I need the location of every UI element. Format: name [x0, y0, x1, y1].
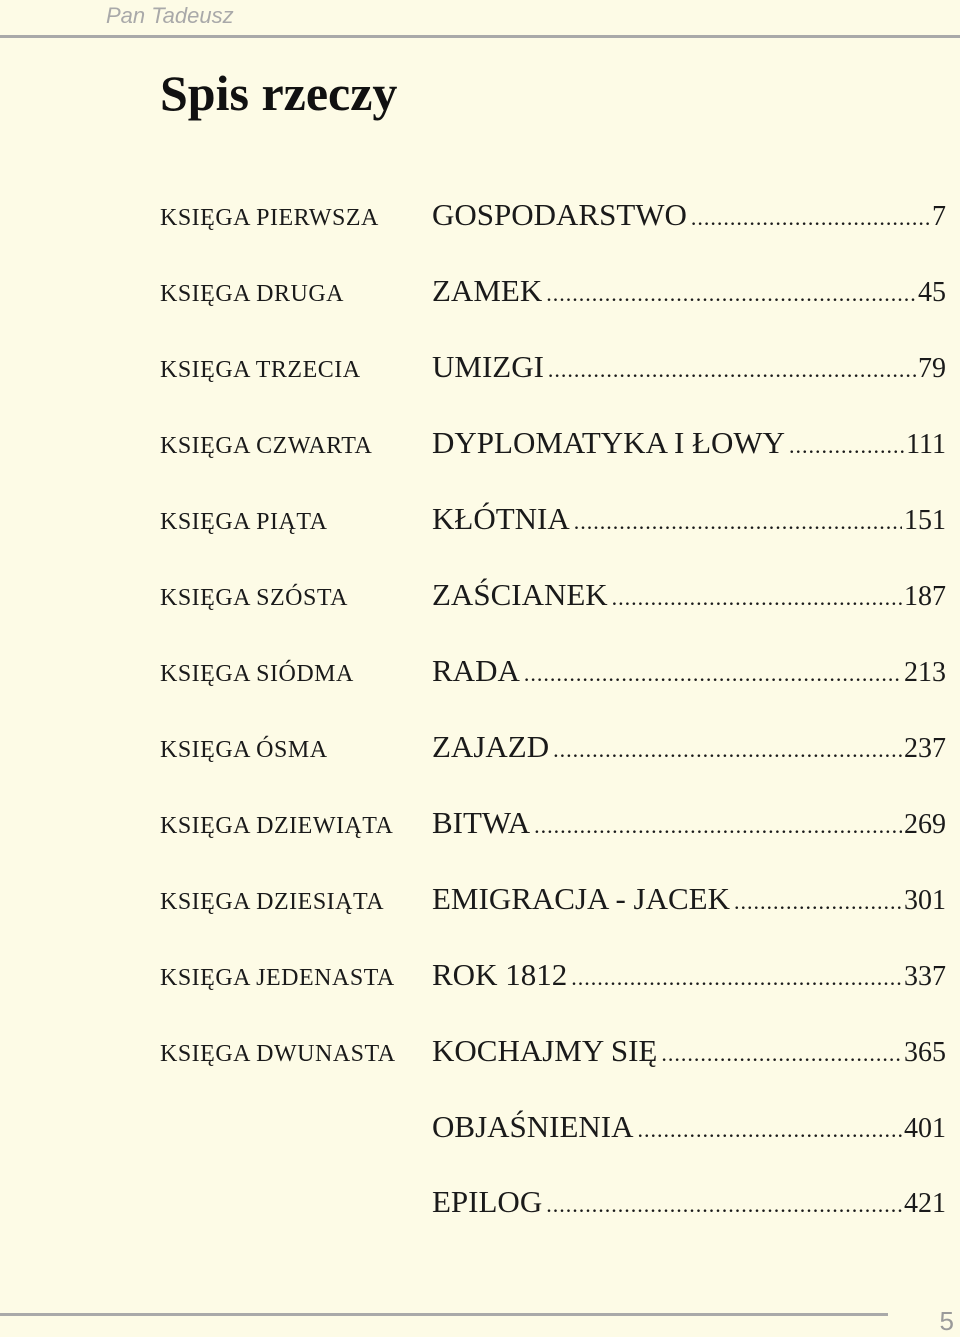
page-number: 7 [932, 201, 946, 232]
page-number: 111 [906, 429, 946, 460]
page-number: 151 [904, 505, 946, 536]
page-number: 401 [904, 1113, 946, 1144]
running-title: Pan Tadeusz [106, 3, 234, 28]
chapter-entry [432, 1184, 946, 1220]
toc-row[interactable] [0, 425, 960, 465]
toc-row[interactable] [0, 1033, 960, 1073]
dot-leader [691, 205, 930, 231]
page-number: 237 [904, 733, 946, 764]
chapter-entry [432, 349, 946, 385]
toc-row[interactable] [0, 577, 960, 617]
toc-row[interactable] [0, 805, 960, 845]
chapter-title: RADA [432, 653, 520, 688]
chapter-entry [432, 273, 946, 309]
dot-leader [574, 509, 902, 535]
chapter-title: EMIGRACJA - JACEK [432, 881, 730, 916]
book-label: KSIĘGA DRUGA [160, 281, 345, 307]
dot-leader [661, 1041, 902, 1067]
chapter-title: ROK 1812 [432, 957, 568, 992]
chapter-title: EPILOG [432, 1184, 543, 1219]
chapter-entry [432, 957, 946, 993]
page-number: 337 [904, 961, 946, 992]
toc-row[interactable] [0, 957, 960, 997]
chapter-entry [432, 197, 946, 233]
chapter-title: OBJAŚNIENIA [432, 1109, 634, 1144]
book-label: KSIĘGA ÓSMA [160, 737, 328, 763]
book-label: KSIĘGA DWUNASTA [160, 1041, 396, 1067]
page-number: 421 [904, 1188, 946, 1219]
dot-leader [524, 661, 902, 687]
chapter-title: BITWA [432, 805, 531, 840]
chapter-title: ZAJAZD [432, 729, 550, 764]
chapter-entry [432, 425, 946, 461]
chapter-entry [432, 501, 946, 537]
toc-row[interactable] [0, 273, 960, 313]
book-label: KSIĘGA JEDENASTA [160, 965, 395, 991]
dot-leader [638, 1117, 903, 1143]
toc-row[interactable] [0, 349, 960, 389]
chapter-entry [432, 729, 946, 765]
chapter-title: ZAMEK [432, 273, 543, 308]
chapter-entry [432, 881, 946, 917]
chapter-entry [432, 653, 946, 689]
book-label: KSIĘGA DZIESIĄTA [160, 889, 385, 915]
dot-leader [546, 281, 916, 307]
footer-divider [0, 1313, 888, 1316]
dot-leader [571, 965, 902, 991]
toc-row[interactable] [0, 881, 960, 921]
book-label: KSIĘGA PIERWSZA [160, 205, 379, 231]
toc-row[interactable] [0, 1184, 960, 1224]
page-folio: 5 [939, 1306, 954, 1336]
page-title: Spis rzeczy [160, 65, 398, 121]
toc-row[interactable] [0, 1109, 960, 1149]
dot-leader [612, 585, 902, 611]
page-number: 269 [904, 809, 946, 840]
book-label: KSIĘGA TRZECIA [160, 357, 361, 383]
chapter-entry [432, 805, 946, 841]
chapter-entry [432, 1033, 946, 1069]
toc-row[interactable] [0, 653, 960, 693]
header-divider [0, 35, 960, 38]
book-label: KSIĘGA PIĄTA [160, 509, 328, 535]
chapter-title: KŁÓTNIA [432, 501, 570, 536]
chapter-title: GOSPODARSTWO [432, 197, 687, 232]
dot-leader [546, 1192, 902, 1218]
toc-row[interactable] [0, 197, 960, 237]
toc-row[interactable] [0, 501, 960, 541]
chapter-title: UMIZGI [432, 349, 544, 384]
page-number: 365 [904, 1037, 946, 1068]
page-number: 213 [904, 657, 946, 688]
page-number: 187 [904, 581, 946, 612]
book-label: KSIĘGA CZWARTA [160, 433, 373, 459]
dot-leader [789, 433, 904, 459]
page-number: 301 [904, 885, 946, 916]
toc-row[interactable] [0, 729, 960, 769]
dot-leader [553, 737, 902, 763]
chapter-title: ZAŚCIANEK [432, 577, 608, 612]
dot-leader [734, 889, 902, 915]
book-label: KSIĘGA SIÓDMA [160, 661, 354, 687]
chapter-title: DYPLOMATYKA I ŁOWY [432, 425, 786, 460]
book-label: KSIĘGA DZIEWIĄTA [160, 813, 394, 839]
chapter-entry [432, 1109, 946, 1145]
page-number: 79 [918, 353, 946, 384]
page-number: 45 [918, 277, 946, 308]
chapter-title: KOCHAJMY SIĘ [432, 1033, 658, 1068]
book-label: KSIĘGA SZÓSTA [160, 585, 348, 611]
chapter-entry [432, 577, 946, 613]
dot-leader [534, 813, 902, 839]
dot-leader [548, 357, 916, 383]
